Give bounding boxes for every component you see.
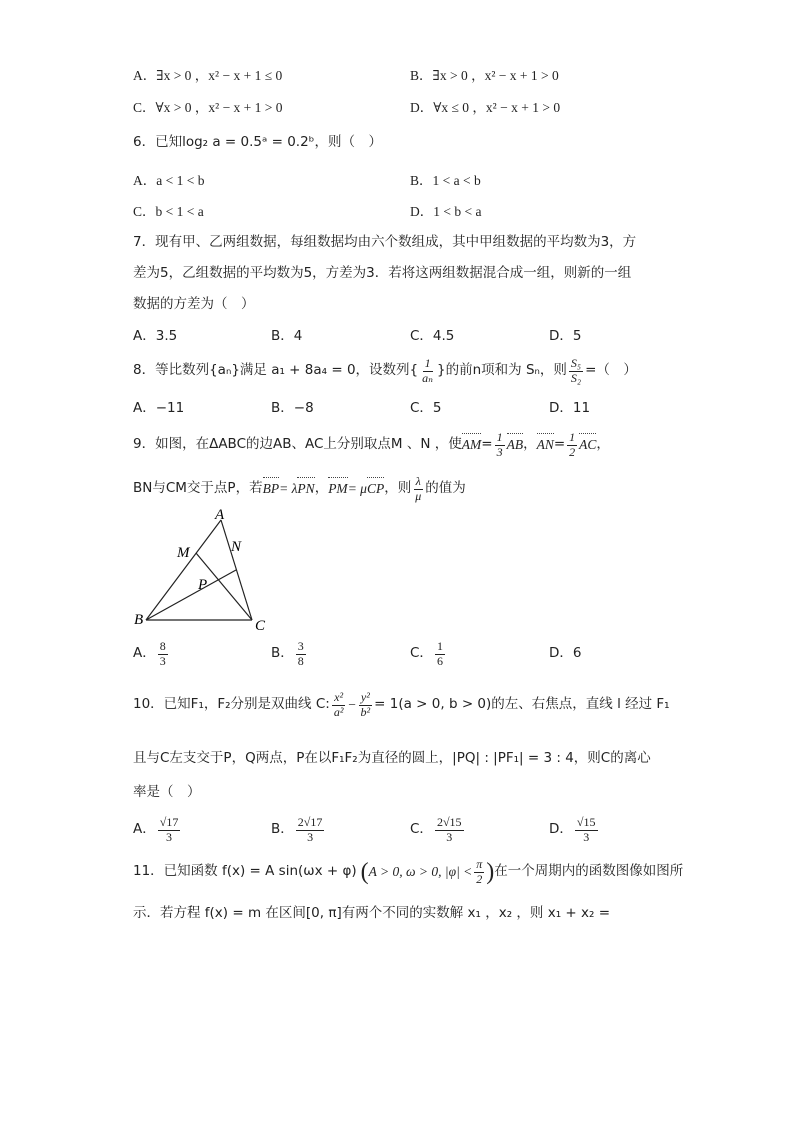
q10-a-fraction [158,816,181,845]
q7-option-b: B．4 [271,328,303,344]
q10-d-fraction [575,816,598,845]
q8-stem-part1: 8．等比数列{aₙ}满足 a₁ + 8a₄ = 0，设数列{ [133,362,419,379]
q9-line2-text-a: BN与CM交于点P，若 [133,480,263,497]
q9-lambda-over-mu [413,475,423,504]
vector-pm: PM [328,481,348,497]
q9-b-fraction [296,640,306,669]
q11-condition: A > 0, ω > 0, |φ| < [368,864,473,880]
q8-frac-num: 1 [424,355,431,370]
q10-option-c [410,812,466,848]
q9-ratio-den: μ [415,488,422,503]
q9-a-den: 3 [159,653,166,668]
q10-x-den: a² [333,704,344,719]
q10-b-label: B． [271,821,294,838]
q11-line1-text-a: 11．已知函数 f(x) = A sin(ωx + φ) [133,863,357,880]
vector-ab: AB [506,437,524,453]
q9-a-num: 8 [159,638,166,653]
q9-c-fraction [435,640,445,669]
q9-option-a [133,637,170,671]
q7-stem-line1: 7．现有甲、乙两组数据，每组数据均由六个数组成，其中甲组数据的平均数为3，方 [133,234,637,250]
q8-frac-den: aₙ [422,370,434,385]
q8-stem-part3: =（ ） [585,362,637,379]
q10-a-den: 3 [166,829,173,844]
q10-y-fraction [359,691,373,720]
q10-d-den: 3 [583,829,590,844]
q9-c-den: 6 [436,653,443,668]
q7-stem-line3: 数据的方差为（ ） [133,296,255,312]
q9-a-fraction [158,640,168,669]
q7-option-d: D．5 [549,328,582,344]
q9-c-label: C． [410,645,433,662]
q6-option-c: C．b < 1 < a [133,204,204,219]
q9-line2-text-d: ，则 [384,480,412,497]
q10-b-fraction [296,816,325,845]
q10-d-label: D． [549,821,573,838]
q10-d-num: √15 [576,814,596,829]
q10-b-den: 3 [307,829,314,844]
q9-ratio-num: λ [415,473,421,488]
q9-b-label: B． [271,645,294,662]
q9-line2-text-e: 的值为 [425,480,466,497]
q8-reciprocal-fraction [420,357,435,386]
q8-sum-ratio [569,357,583,386]
q9-comma3: ， [314,480,329,497]
q10-line1-text-b: = 1(a > 0, b > 0)的左、右焦点，直线 l 经过 F₁ [374,696,670,713]
vector-bp: BP [262,481,280,497]
segment-bn [146,570,236,620]
q8-stem-part2: }的前n项和为 Sₙ，则 [437,362,567,379]
q5-option-b: B．∃x > 0 ，x² − x + 1 > 0 [410,68,559,83]
q9-option-c [410,637,447,671]
vector-pn: PN [297,481,315,497]
q9-b-num: 3 [297,638,304,653]
q8-sum-num: S₅ [570,355,582,370]
q11-stem-line1 [133,852,683,892]
label-a: A [215,507,225,523]
q9-b-den: 8 [297,653,304,668]
q9-comma2: ， [596,436,610,453]
q11-condition-open: ( [360,859,369,885]
q7-option-a: A．3.5 [133,328,178,344]
q11-condition-close: ) [486,859,495,885]
q10-a-num: √17 [159,814,179,829]
q10-stem-line1 [133,686,670,724]
label-p: P [198,577,208,593]
vector-ac: AC [579,437,597,453]
q9-option-b [271,637,308,671]
q8-option-c: C．5 [410,400,442,416]
triangle-figure [120,500,290,635]
q9-fraction-one-third [495,431,505,460]
q5-option-a: A．∃x > 0 ，x² − x + 1 ≤ 0 [133,68,283,83]
q9-a-label: A． [133,645,156,662]
vector-cp: CP [366,481,385,497]
q8-option-a: A．−11 [133,400,185,416]
q10-y-den: b² [360,704,371,719]
q9-eq1: = [481,436,493,453]
vector-an: AN [536,437,554,453]
q10-c-fraction [435,816,464,845]
q9-line1-text: 9．如图，在ΔABC的边AB、AC上分别取点M 、N ，使 [133,436,462,453]
q6-option-d: D．1 < b < a [410,204,482,219]
q10-x-fraction [332,691,346,720]
q10-option-d [549,812,600,848]
q11-pi-den: 2 [476,871,483,886]
vector-am: AM [461,437,482,453]
q10-c-num: 2√15 [436,814,462,829]
q9-fraction-one-half [567,431,577,460]
q11-line1-text-b: 在一个周期内的函数图像如图所 [494,863,684,880]
side-ac [221,520,252,620]
q10-minus: − [347,697,357,713]
q6-option-a: A．a < 1 < b [133,173,205,188]
q10-option-b [271,812,326,848]
q9-f2-den: 2 [569,444,576,459]
q10-option-a [133,812,182,848]
q10-c-den: 3 [446,829,453,844]
q5-option-d: D．∀x ≤ 0 ，x² − x + 1 > 0 [410,100,561,115]
q10-y-num: y² [360,689,370,704]
q9-line2-text-c: = μ [347,481,367,497]
q9-c-num: 1 [436,638,443,653]
q9-option-d: D．6 [549,645,582,661]
q10-a-label: A． [133,821,156,838]
q9-f1-den: 3 [496,444,503,459]
q10-b-num: 2√17 [297,814,323,829]
q10-line1-text-a: 10．已知F₁，F₂分别是双曲线 C: [133,696,330,713]
q11-stem-line2: 示．若方程 f(x) = m 在区间[0, π]有两个不同的实数解 x₁ ，x₂ ，则 x₁ + x₂ = [133,905,611,921]
q9-f1-num: 1 [496,429,503,444]
q8-option-b: B．−8 [271,400,314,416]
q9-eq2: = [553,436,566,453]
label-c: C [255,618,266,634]
q7-stem-line2: 差为5，乙组数据的平均数为5，方差为3．若将这两组数据混合成一组，则新的一组 [133,265,632,281]
q7-option-c: C．4.5 [410,328,455,344]
q9-f2-num: 1 [569,429,576,444]
q10-c-label: C． [410,821,433,838]
q9-stem-line1 [133,428,610,462]
q9-line2-text-b: = λ [279,481,298,497]
q8-sum-den: S₂ [570,370,582,385]
q10-stem-line2: 且与C左支交于P，Q两点，P在以F₁F₂为直径的圆上，|PQ| : |PF₁| = 3 : 4，则C的离心 [133,750,651,766]
label-m: M [177,545,190,561]
q10-stem-line3: 率是（ ） [133,784,201,800]
label-n: N [231,539,242,555]
q8-option-d: D．11 [549,400,591,416]
q6-stem: 6．已知log₂ a = 0.5ᵃ = 0.2ᵇ，则（ ） [133,134,382,150]
q11-pi-over-two [474,858,484,887]
q8-stem [133,356,637,386]
q10-x-num: x² [334,689,344,704]
q6-option-b: B．1 < a < b [410,173,481,188]
q11-pi-num: π [476,856,483,871]
label-b: B [134,612,144,628]
q5-option-c: C．∀x > 0 ，x² − x + 1 > 0 [133,100,283,115]
q9-comma1: ， [523,436,537,453]
